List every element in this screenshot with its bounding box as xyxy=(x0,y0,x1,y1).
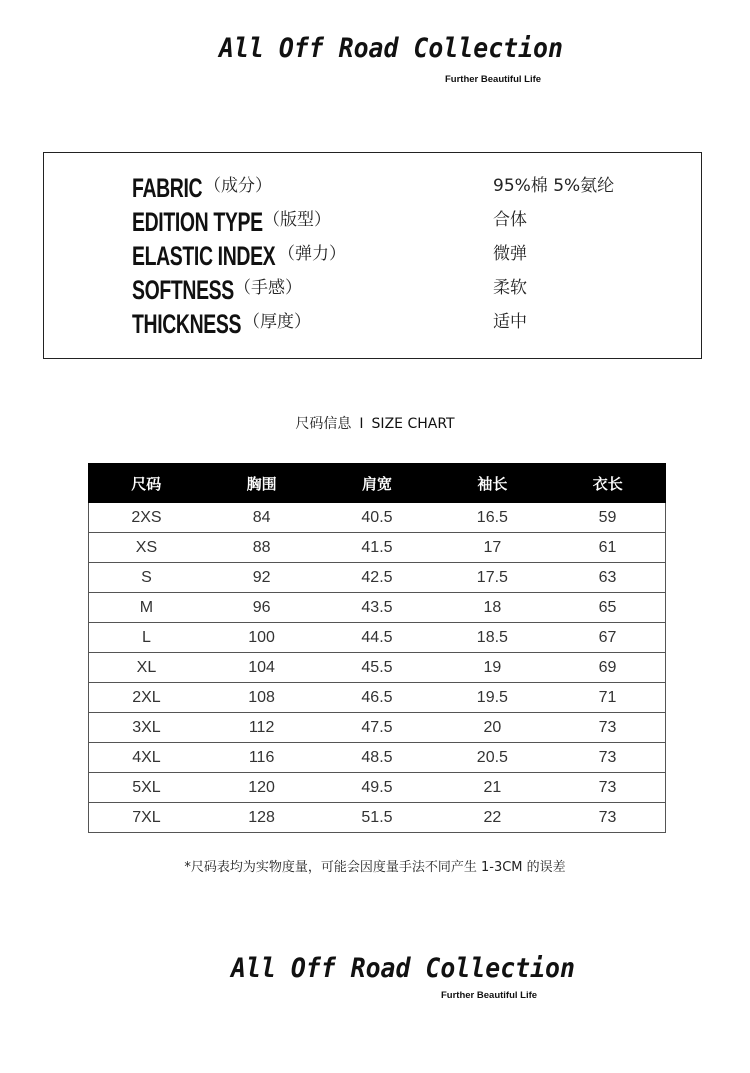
cell-shoulder: 49.5 xyxy=(319,773,434,803)
heading-separator: I xyxy=(359,416,364,432)
cell-length: 65 xyxy=(550,593,665,623)
fabric-label-en: ELASTIC INDEX xyxy=(132,241,276,271)
fabric-label-cn: （厚度） xyxy=(243,312,311,332)
size-chart-heading-en: SIZE CHART xyxy=(371,416,455,432)
cell-sleeve: 18.5 xyxy=(435,623,550,653)
brand-footer xyxy=(0,940,750,1020)
table-row xyxy=(89,503,666,533)
cell-length: 67 xyxy=(550,623,665,653)
cell-length: 63 xyxy=(550,563,665,593)
cell-sleeve: 18 xyxy=(435,593,550,623)
cell-size: 3XL xyxy=(89,713,204,743)
cell-sleeve: 21 xyxy=(435,773,550,803)
cell-length: 73 xyxy=(550,713,665,743)
column-header-size: 尺码 xyxy=(89,464,204,503)
fabric-value: 适中 xyxy=(493,312,527,332)
fabric-row-softness xyxy=(44,273,701,307)
size-chart-body xyxy=(89,503,666,833)
cell-chest: 96 xyxy=(204,593,319,623)
fabric-value: 95%棉 5%氨纶 xyxy=(493,176,615,196)
cell-length: 73 xyxy=(550,803,665,833)
table-row xyxy=(89,683,666,713)
cell-sleeve: 17.5 xyxy=(435,563,550,593)
brand-subtitle: Further Beautiful Life xyxy=(445,74,542,85)
table-row xyxy=(89,593,666,623)
fabric-row-edition-type xyxy=(44,205,701,239)
cell-shoulder: 48.5 xyxy=(319,743,434,773)
cell-shoulder: 46.5 xyxy=(319,683,434,713)
table-row xyxy=(89,713,666,743)
cell-chest: 120 xyxy=(204,773,319,803)
cell-chest: 116 xyxy=(204,743,319,773)
cell-chest: 92 xyxy=(204,563,319,593)
cell-chest: 104 xyxy=(204,653,319,683)
fabric-row-fabric xyxy=(44,171,701,205)
cell-length: 73 xyxy=(550,773,665,803)
cell-shoulder: 45.5 xyxy=(319,653,434,683)
column-header-shoulder: 肩宽 xyxy=(319,464,434,503)
fabric-row-thickness xyxy=(44,307,701,341)
fabric-label-en: THICKNESS xyxy=(132,309,242,339)
cell-sleeve: 16.5 xyxy=(435,503,550,533)
cell-shoulder: 42.5 xyxy=(319,563,434,593)
cell-length: 69 xyxy=(550,653,665,683)
fabric-label-en: EDITION TYPE xyxy=(132,207,263,237)
table-row xyxy=(89,743,666,773)
size-chart-heading-cn: 尺码信息 xyxy=(295,416,352,432)
fabric-value: 微弹 xyxy=(493,244,527,264)
cell-size: 2XS xyxy=(89,503,204,533)
cell-sleeve: 20.5 xyxy=(435,743,550,773)
brand-title: All Off Road Collection xyxy=(219,33,563,64)
cell-chest: 108 xyxy=(204,683,319,713)
cell-size: XS xyxy=(89,533,204,563)
cell-size: 5XL xyxy=(89,773,204,803)
cell-shoulder: 51.5 xyxy=(319,803,434,833)
measurement-note: *尺码表均为实物度量，可能会因度量手法不同产生 1-3CM 的误差 xyxy=(184,860,566,875)
brand-title: All Off Road Collection xyxy=(231,953,575,984)
table-row xyxy=(89,803,666,833)
brand-header-top xyxy=(0,0,750,100)
cell-size: XL xyxy=(89,653,204,683)
cell-size: L xyxy=(89,623,204,653)
cell-sleeve: 19.5 xyxy=(435,683,550,713)
cell-size: M xyxy=(89,593,204,623)
cell-length: 61 xyxy=(550,533,665,563)
cell-shoulder: 47.5 xyxy=(319,713,434,743)
fabric-label-en: FABRIC xyxy=(132,173,203,203)
cell-shoulder: 43.5 xyxy=(319,593,434,623)
cell-size: 4XL xyxy=(89,743,204,773)
column-header-sleeve: 袖长 xyxy=(435,464,550,503)
cell-length: 73 xyxy=(550,743,665,773)
cell-sleeve: 17 xyxy=(435,533,550,563)
size-chart-table xyxy=(88,463,666,833)
cell-sleeve: 22 xyxy=(435,803,550,833)
fabric-label-cn: （弹力） xyxy=(278,244,346,264)
size-chart-heading xyxy=(0,413,750,433)
table-header-row xyxy=(89,464,666,503)
fabric-info-box xyxy=(43,152,702,359)
cell-length: 71 xyxy=(550,683,665,713)
cell-chest: 128 xyxy=(204,803,319,833)
table-row xyxy=(89,623,666,653)
fabric-label-cn: （版型） xyxy=(263,210,331,230)
table-row xyxy=(89,773,666,803)
cell-shoulder: 41.5 xyxy=(319,533,434,563)
table-row xyxy=(89,533,666,563)
cell-length: 59 xyxy=(550,503,665,533)
table-row xyxy=(89,563,666,593)
fabric-value: 合体 xyxy=(493,210,527,230)
cell-size: 2XL xyxy=(89,683,204,713)
fabric-label-cn: （手感） xyxy=(234,278,302,298)
fabric-label-cn: （成分） xyxy=(204,176,272,196)
fabric-row-elastic-index xyxy=(44,239,701,273)
cell-shoulder: 40.5 xyxy=(319,503,434,533)
cell-shoulder: 44.5 xyxy=(319,623,434,653)
column-header-chest: 胸围 xyxy=(204,464,319,503)
cell-chest: 112 xyxy=(204,713,319,743)
cell-sleeve: 20 xyxy=(435,713,550,743)
cell-chest: 84 xyxy=(204,503,319,533)
brand-subtitle: Further Beautiful Life xyxy=(441,990,538,1001)
column-header-length: 衣长 xyxy=(550,464,665,503)
fabric-value: 柔软 xyxy=(493,278,527,298)
cell-size: S xyxy=(89,563,204,593)
cell-sleeve: 19 xyxy=(435,653,550,683)
cell-chest: 100 xyxy=(204,623,319,653)
table-row xyxy=(89,653,666,683)
cell-chest: 88 xyxy=(204,533,319,563)
fabric-label-en: SOFTNESS xyxy=(132,275,234,305)
cell-size: 7XL xyxy=(89,803,204,833)
